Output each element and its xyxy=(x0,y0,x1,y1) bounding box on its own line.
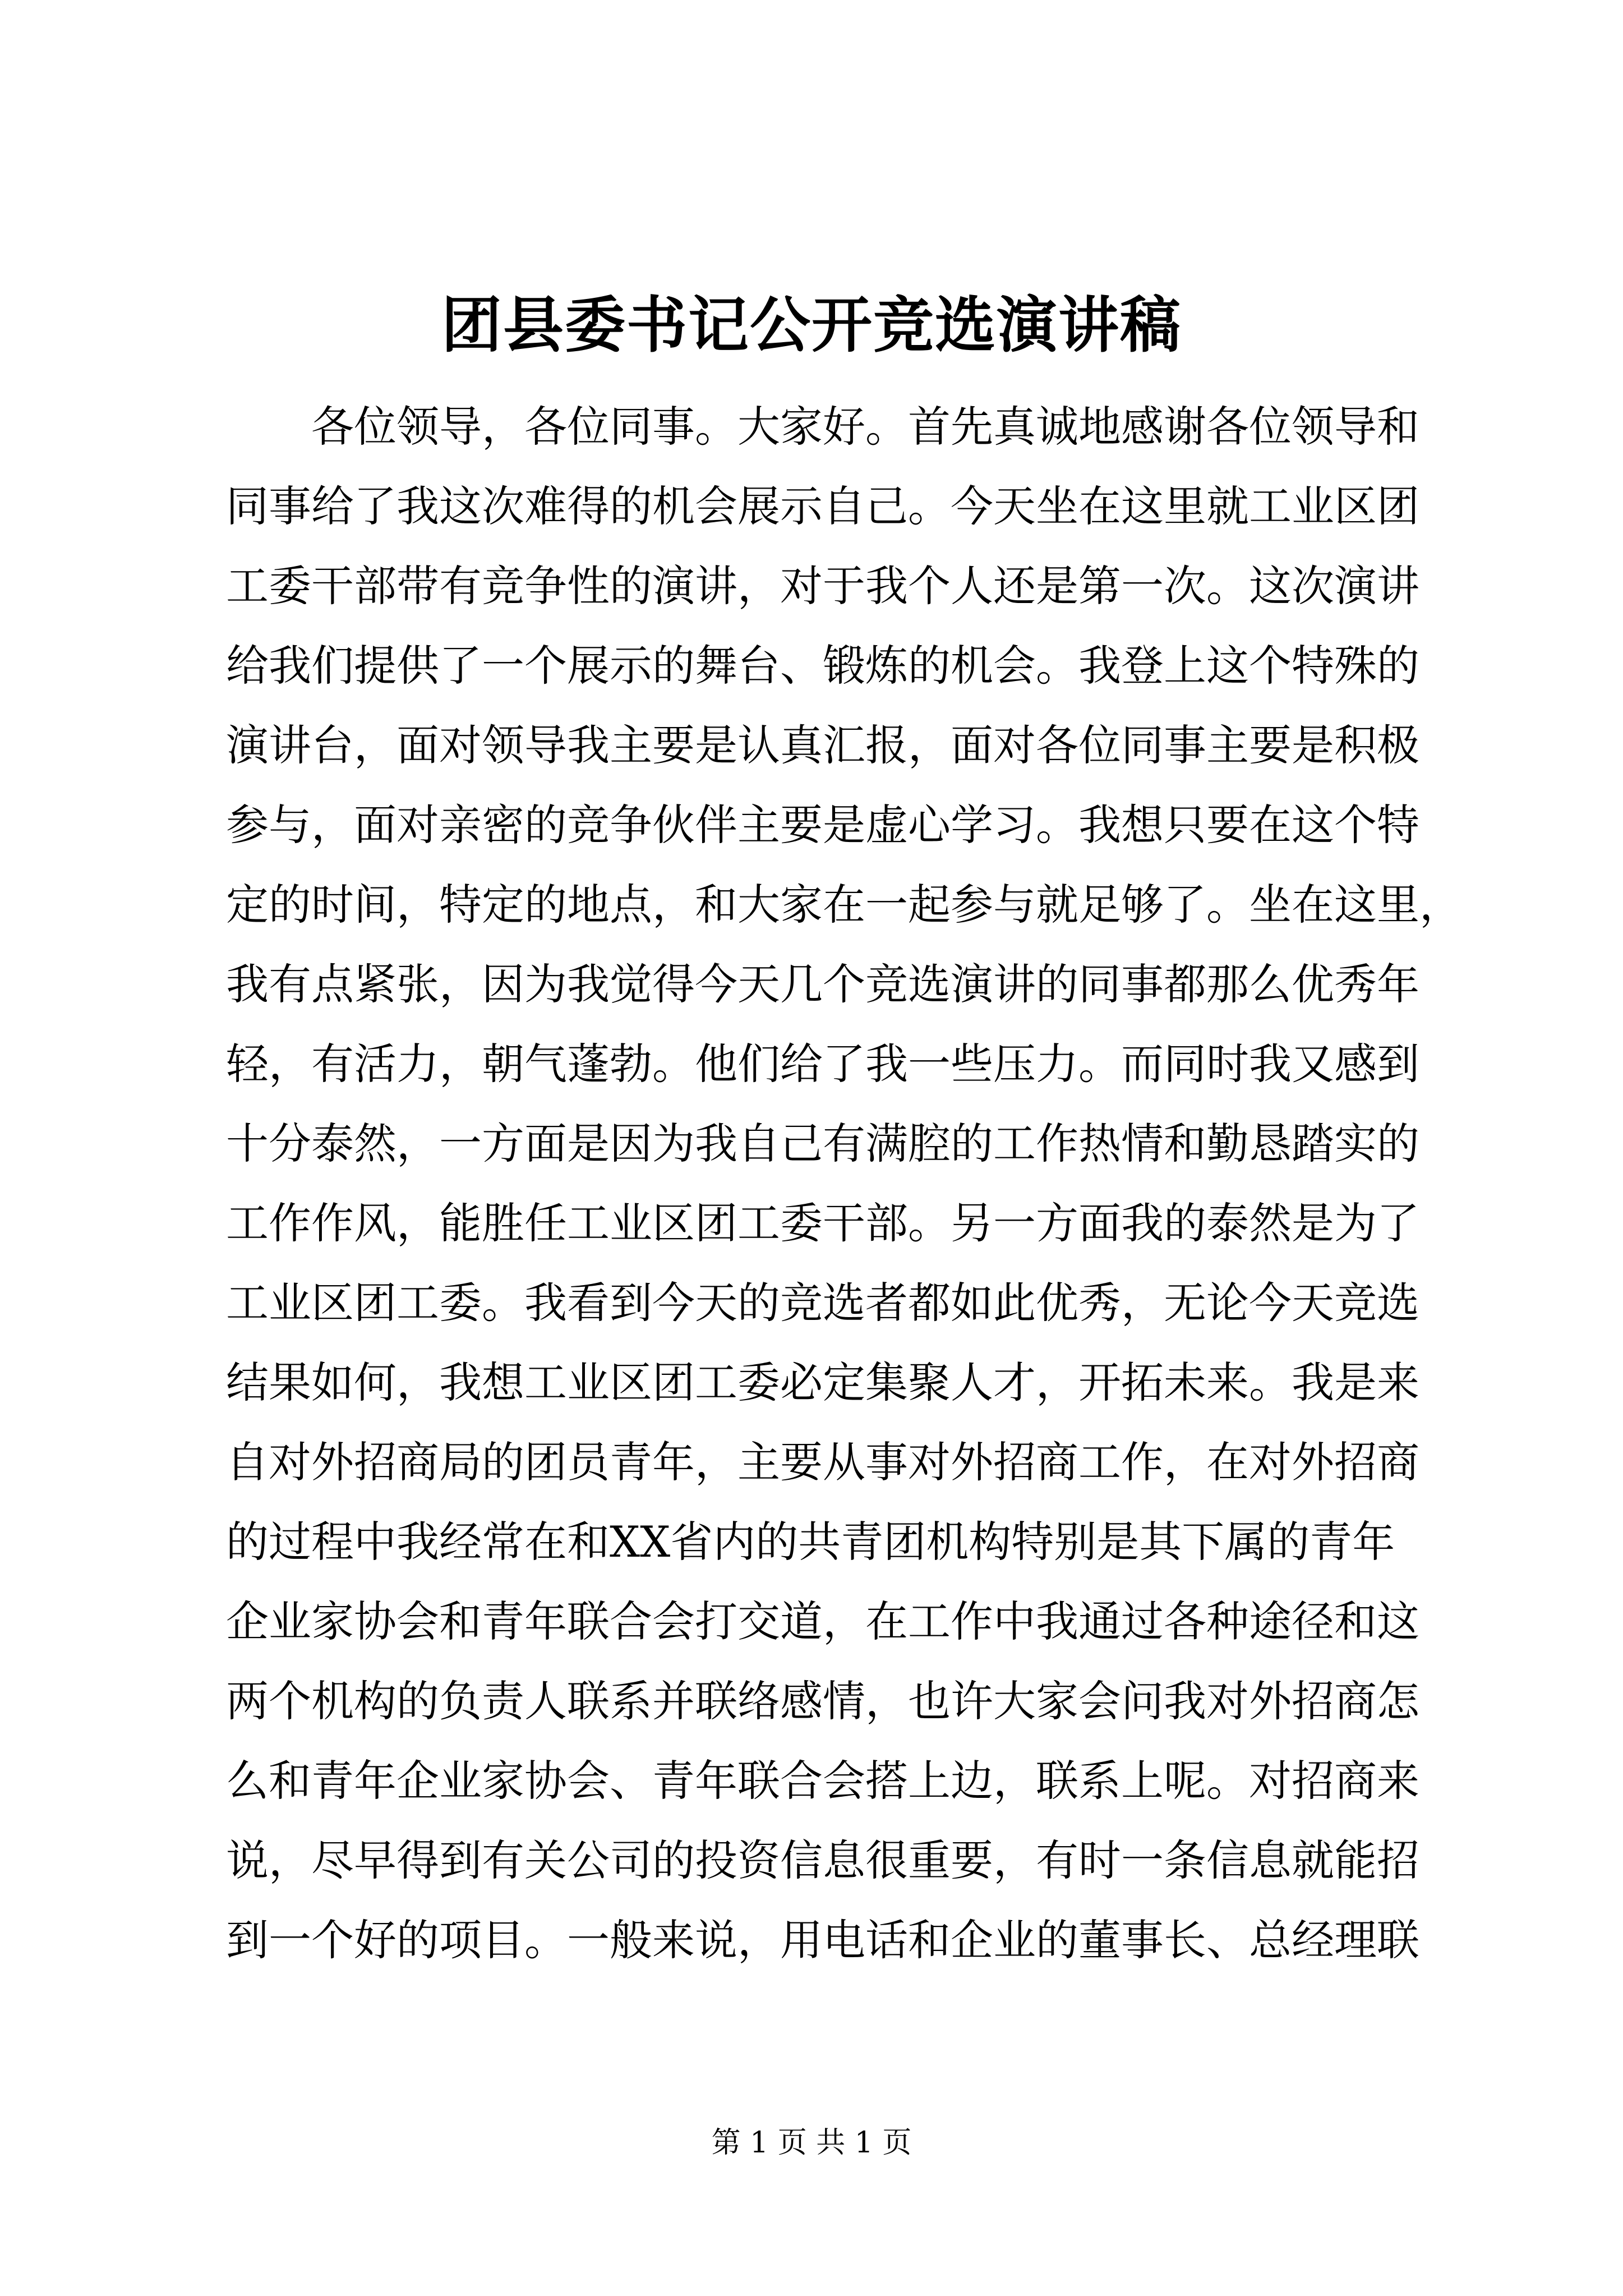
page-number: 第 1 页 共 1 页 xyxy=(711,2126,912,2160)
body-line: 到一个好的项目。一般来说，用电话和企业的董事长、总经理联 xyxy=(226,1915,1419,1965)
body-line: 说，尽早得到有关公司的投资信息很重要，有时一条信息就能招 xyxy=(226,1835,1419,1885)
body-line: 轻，有活力，朝气蓬勃。他们给了我一些压力。而同时我又感到 xyxy=(226,1039,1419,1089)
body-line: 的过程中我经常在和XX省内的共青团机构特别是其下属的青年 xyxy=(226,1517,1395,1567)
body-line: 给我们提供了一个展示的舞台、锻炼的机会。我登上这个特殊的 xyxy=(226,641,1419,691)
body-line: 自对外招商局的团员青年，主要从事对外招商工作，在对外招商 xyxy=(226,1437,1419,1487)
body-line: 结果如何，我想工业区团工委必定集聚人才，开拓未来。我是来 xyxy=(226,1358,1419,1407)
body-line: 工委干部带有竞争性的演讲，对于我个人还是第一次。这次演讲 xyxy=(226,561,1419,611)
body-line: 么和青年企业家协会、青年联合会搭上边，联系上呢。对招商来 xyxy=(226,1756,1419,1806)
body-line: 同事给了我这次难得的机会展示自己。今天坐在这里就工业区团 xyxy=(226,481,1419,531)
body-line: 我有点紧张，因为我觉得今天几个竞选演讲的同事都那么优秀年 xyxy=(226,959,1419,1009)
body-line: 十分泰然，一方面是因为我自己有满腔的工作热情和勤恳踏实的 xyxy=(226,1119,1419,1168)
body-line: 两个机构的负责人联系并联络感情，也许大家会问我对外招商怎 xyxy=(226,1676,1419,1726)
document-title: 团县委书记公开竞选演讲稿 xyxy=(441,290,1182,361)
body-line: 工作作风，能胜任工业区团工委干部。另一方面我的泰然是为了 xyxy=(226,1198,1419,1248)
body-line: 定的时间，特定的地点，和大家在一起参与就足够了。坐在这里， xyxy=(226,880,1462,930)
body-line: 演讲台，面对领导我主要是认真汇报，面对各位同事主要是积极 xyxy=(226,720,1419,770)
body-line: 各位领导，各位同事。大家好。首先真诚地感谢各位领导和 xyxy=(311,402,1419,452)
document-body xyxy=(226,387,1462,1980)
body-line: 工业区团工委。我看到今天的竞选者都如此优秀，无论今天竞选 xyxy=(226,1278,1419,1328)
body-line: 参与，面对亲密的竞争伙伴主要是虚心学习。我想只要在这个特 xyxy=(226,800,1419,850)
body-line: 企业家协会和青年联合会打交道，在工作中我通过各种途径和这 xyxy=(226,1596,1419,1646)
